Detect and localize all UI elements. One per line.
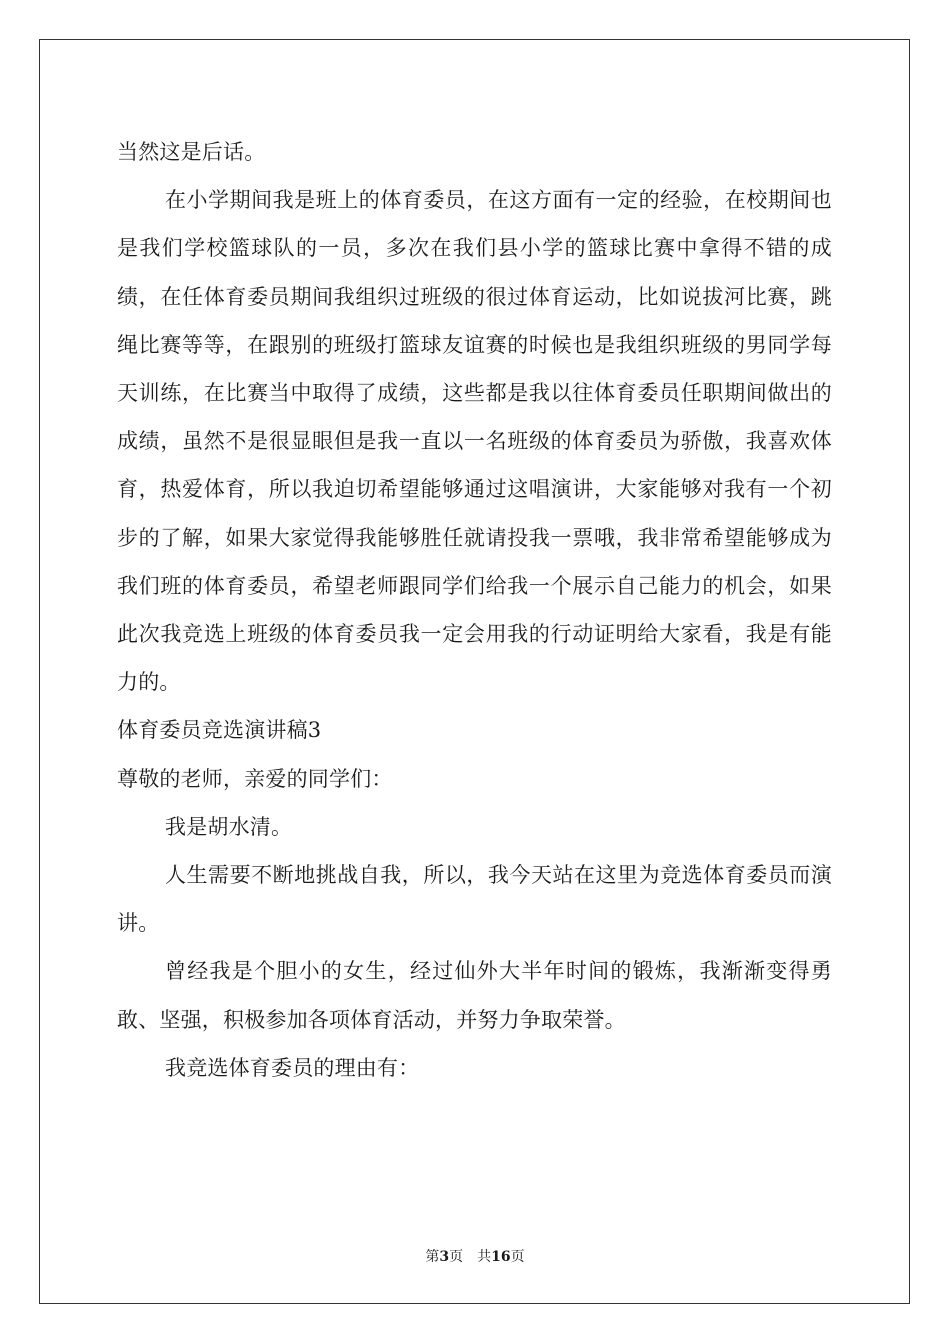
paragraph-2: 在小学期间我是班上的体育委员，在这方面有一定的经验，在校期间也是我们学校篮球队的一员，多次在我们县小学的篮球比赛中拿得不错的成绩，在任体育委员期间我组织过班级的很过体育运动，比如说拔河比赛，跳绳比赛等等，在跟别的班级打篮球友谊赛的时候也是我组织班级的男同学每天训练，在比赛当中取得了成绩，这些都是我以往体育委员任职期间做出的成绩，虽然不是很显眼但是我一直以一名班级的体育委员为骄傲，我喜欢体育，热爱体育，所以我迫切希望能够通过这唱演讲，大家能够对我有一个初步的了解，如果大家觉得我能够胜任就请投我一票哦，我非常希望能够成为我们班的体育委员，希望老师跟同学们给我一个展示自己能力的机会，如果此次我竞选上班级的体育委员我一定会用我的行动证明给大家看，我是有能力的。 — [117, 188, 832, 695]
page-total: 16 — [491, 1249, 511, 1265]
section-title: 体育委员竞选演讲稿3 — [117, 718, 322, 743]
paragraph-introduction: 我是胡水清。 — [165, 814, 293, 839]
salutation: 尊敬的老师，亲爱的同学们： — [117, 766, 393, 791]
paragraph-reasons: 我竞选体育委员的理由有： — [165, 1055, 420, 1080]
page-footer — [0, 1246, 950, 1266]
paragraph-1: 当然这是后话。 — [117, 140, 266, 164]
document-body — [117, 128, 832, 1092]
page-prefix: 第 — [425, 1249, 440, 1265]
total-unit: 页 — [510, 1249, 525, 1265]
total-prefix: 共 — [477, 1249, 492, 1265]
paragraph-experience: 曾经我是个胆小的女生，经过仙外大半年时间的锻炼，我渐渐变得勇敢、坚强，积极参加各项体育活动，并努力争取荣誉。 — [117, 959, 832, 1032]
page-current: 3 — [439, 1249, 450, 1265]
paragraph-challenge: 人生需要不断地挑战自我，所以，我今天站在这里为竞选体育委员而演讲。 — [117, 863, 832, 936]
page-unit: 页 — [449, 1249, 464, 1265]
